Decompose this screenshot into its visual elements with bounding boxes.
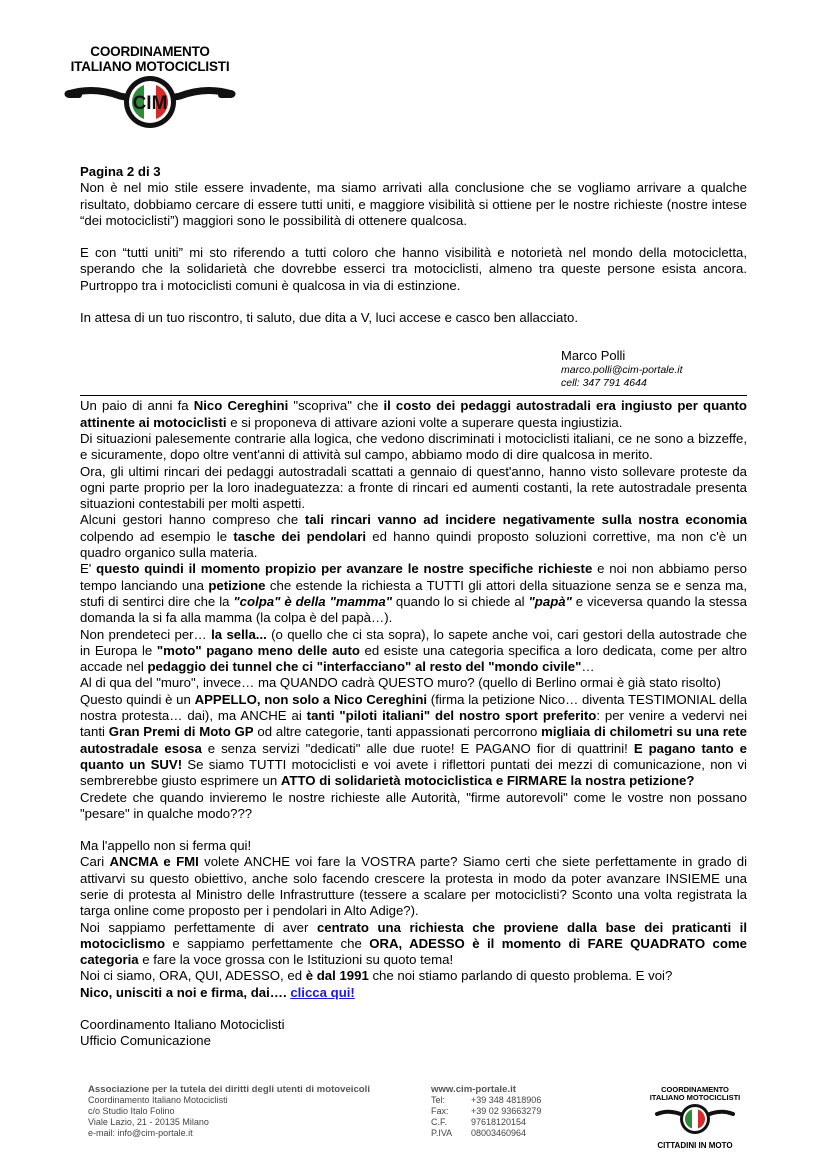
letter-paragraph-3: In attesa di un tuo riscontro, ti saluto, due dita a V, luci accese e casco ben allacciato. bbox=[80, 310, 579, 326]
footer-contact-row: Tel: +39 348 4818906 bbox=[431, 1095, 542, 1105]
closing-org: Coordinamento Italiano Motociclisti bbox=[80, 1017, 285, 1033]
body-paragraph: Nico, unisciti a noi e firma, dai…. clicca qui! bbox=[80, 984, 355, 1000]
footer-right bbox=[431, 1084, 541, 1139]
footer-title: Associazione per la tutela dei diritti degli utenti di motoveicoli bbox=[88, 1084, 370, 1095]
letter-body bbox=[80, 164, 747, 1050]
footer-contact-row: Fax: +39 02 93663279 bbox=[431, 1106, 542, 1116]
page-number: Pagina 2 di 3 bbox=[80, 164, 161, 179]
logo-line1: COORDINAMENTO bbox=[90, 44, 210, 59]
footer-line: e-mail: info@cim-portale.it bbox=[88, 1128, 193, 1138]
body-paragraph: Ora, gli ultimi rincari dei pedaggi autostradali scattati a gennaio di quest'anno, hanno visto sollevare proteste da ogni parte proprio per la loro inadeguatezza: a fronte di rincari ed aumenti costanti, la rete autostradale presenta situazioni contestabili per molti aspetti. bbox=[80, 463, 747, 512]
footer-contact-row: C.F. 97618120154 bbox=[431, 1117, 527, 1127]
body-paragraph: Di situazioni palesemente contrarie alla logica, che vedono discriminati i motociclisti italiani, ce ne sono a bizzeffe, e sicuramente, dopo oltre vent'anni di attività sul campo, abbiamo modo di dire qualcosa in merito. bbox=[80, 430, 747, 463]
footer-logo-line2: ITALIANO MOTOCICLISTI bbox=[649, 1093, 741, 1102]
body-paragraph: Questo quindi è un APPELLO, non solo a Nico Cereghini (firma la petizione Nico… diventa TESTIMONIAL della nostra protesta… dai), ma ANCHE ai tanti "piloti italiani" del nostro sport preferito: per venire a vedervi nei tanti Gran Premi di Moto GP od altre categorie, tanti appassionati percorrono migliaia di chilometri su una rete autostradale esosa e senza servizi "dedicati" alle due ruote! E PAGANO fior di quattrini! E pagano tanto e quanto un SUV! Se siamo TUTTI motociclisti e voi avete i riflettori puntati dei mezzi di comunicazione, non vi sembrerebbe giusto esprimere un ATTO di solidarietà motociclistica e FIRMARE la nostra petizione? bbox=[80, 691, 747, 789]
body-paragraph: Un paio di anni fa Nico Cereghini "scopriva" che il costo dei pedaggi autostradali era ingiusto per quanto attinente ai motociclisti e si proponeva di attivare azioni volte a superare questa ingiustizia. bbox=[80, 398, 747, 430]
body-paragraph: Non prendeteci per… la sella... (o quello che ci sta sopra), lo sapete anche voi, cari gestori della autostrade che in Europa le "moto" pagano meno delle auto ed esiste una categoria specifica a loro dedicata, come per altro accade nel pedaggio dei tunnel che ci "interfacciano" al resto del "mondo civile"… bbox=[80, 626, 748, 675]
signature-email: marco.polli@cim-portale.it bbox=[561, 364, 683, 377]
divider bbox=[80, 395, 747, 396]
signature-name: Marco Polli bbox=[561, 348, 626, 364]
body-paragraph: Cari ANCMA e FMI volete ANCHE voi fare la VOSTRA parte? Siamo certi che siete perfettamente in grado di attivarvi su questo obiettivo, anche solo facendo crescere la protesta in modo da poter avanzare INSIEME una serie di protesta al Ministro delle Infrastrutture (tessere a scalare per motociclisti? Sconto una volta registrata la targa online come proposto per i pendolari in Alto Adige?). bbox=[80, 854, 748, 919]
footer-line: c/o Studio Italo Folino bbox=[88, 1106, 175, 1116]
footer-logo-tagline: CITTADINI IN MOTO bbox=[657, 1141, 733, 1150]
logo-line2: ITALIANO MOTOCICLISTI bbox=[70, 59, 230, 74]
body-paragraph: Al di qua del "muro", invece… ma QUANDO cadrà QUESTO muro? (quello di Berlino ormai è già stato risolto) bbox=[80, 675, 721, 691]
logo-mark-text: CIM bbox=[132, 93, 168, 114]
footer-contact-row: P.IVA 08003460964 bbox=[431, 1128, 527, 1138]
letter-paragraph-2: E con “tutti uniti” mi sto riferendo a tutti coloro che hanno visibilità e notorietà nel mondo della motocicletta, sperando che la solidarietà che dovrebbe esserci tra motociclisti, almeno tra queste persone esista ancora. Purtroppo tra i motociclisti comuni è qualcosa in via di estinzione. bbox=[80, 245, 747, 293]
handlebar-logo-icon bbox=[64, 76, 236, 132]
body-paragraph: Credete che quando invieremo le nostre richieste alle Autorità, "firme autorevoli" come le vostre non possano "pesare" in qualche modo??? bbox=[80, 789, 747, 821]
body-paragraph: Alcuni gestori hanno compreso che tali rincari vanno ad incidere negativamente sulla nostra economia colpendo ad esempio le tasche dei pendolari ed hanno quindi proposto soluzioni correttive, ma non c'è un quadro organico sulla materia. bbox=[80, 512, 747, 561]
body-paragraph: Noi sappiamo perfettamente di aver centrato una richiesta che proviene dalla base dei praticanti il motociclismo e sappiamo perfettamente che ORA, ADESSO è il momento di FARE QUADRATO come categoria e fare la voce grossa con le Istituzioni su quoto tema! bbox=[80, 919, 748, 968]
footer-line: Viale Lazio, 21 - 20135 Milano bbox=[88, 1117, 209, 1127]
letter-paragraph-1: Non è nel mio stile essere invadente, ma siamo arrivati alla conclusione che se vogliamo arrivare a qualche risultato, dobbiamo cercare di essere tutti uniti, e maggiore visibilità si ottiene per le nostre richieste (nostre intese “dei motociclisti”) maggiori sono le possibilità di ottenere qualcosa. bbox=[80, 180, 747, 228]
footer-left bbox=[88, 1084, 370, 1139]
body-paragraph: Noi ci siamo, ORA, QUI, ADESSO, ed è dal 1991 che noi stiamo parlando di questo problema. E voi? bbox=[80, 968, 673, 984]
body-paragraph: E' questo quindi il momento propizio per avanzare le nostre specifiche richieste e noi non abbiamo perso tempo lanciando una petizione che estende la richiesta a TUTTI gli attori della situazione senza se e senza ma, stufi di sentirci dire che la "colpa" è della "mamma" quando lo si chiede al "papà" e viceversa quando la stessa domanda la si fa alla mamma (la colpa è del papà…). bbox=[80, 561, 747, 626]
signature-cell: cell: 347 791 4644 bbox=[561, 377, 647, 390]
footer-line: Coordinamento Italiano Motociclisti bbox=[88, 1095, 228, 1105]
footer-handlebar-icon bbox=[655, 1102, 735, 1140]
signature-block bbox=[561, 348, 747, 390]
footer-website: www.cim-portale.it bbox=[431, 1084, 516, 1095]
body-paragraph: Ma l'appello non si ferma qui! bbox=[80, 838, 252, 854]
cim-logo bbox=[64, 44, 236, 132]
footer-logo-line1: COORDINAMENTO bbox=[661, 1085, 729, 1094]
footer-logo bbox=[645, 1086, 745, 1150]
petition-link[interactable]: clicca qui! bbox=[290, 984, 355, 1000]
closing-office: Ufficio Comunicazione bbox=[80, 1033, 211, 1049]
